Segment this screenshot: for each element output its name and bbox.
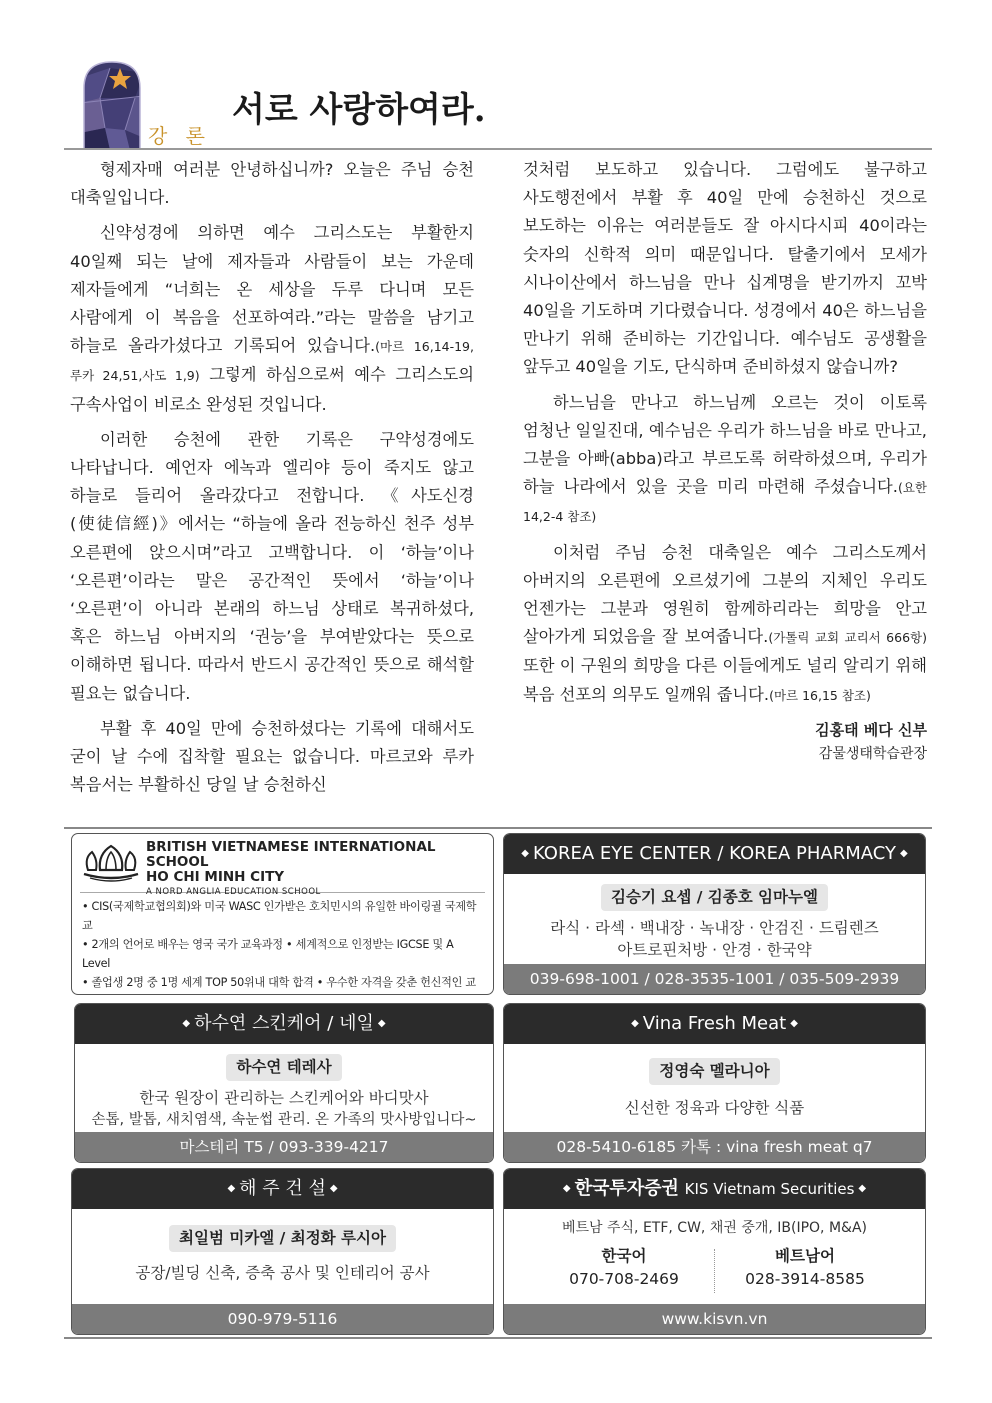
ad-description: 아트로핀처방 · 안경 · 한국약 <box>617 941 812 959</box>
school-name: BRITISH VIETNAMESE INTERNATIONAL SCHOOL HO CHI MINH CITY A NORD ANGLIA EDUCATION SCHOOL <box>146 839 436 897</box>
scripture-reference: (요한 14,2-4 참조) <box>523 480 927 525</box>
ad-footer-website: www.kisvn.vn <box>504 1304 925 1334</box>
page-title: 서로 사랑하여라. <box>232 90 486 130</box>
article-paragraph: 부활 후 40일 만에 승천하셨다는 기록에 대해서도 굳이 날 수에 집착할 필요는 없습니다. 마르코와 루카 복음서는 부활하신 당일 날 승천하신 <box>70 718 474 795</box>
catechism-reference: (가톨릭 교회 교리서 666항) <box>768 630 927 646</box>
ad-header: ◆ KOREA EYE CENTER / KOREA PHARMACY ◆ <box>504 834 925 874</box>
article-right-column <box>523 156 927 766</box>
ad-header: ◆ Vina Fresh Meat ◆ <box>504 1004 925 1044</box>
article-paragraph: 것처럼 보도하고 있습니다. 그럼에도 불구하고 사도행전에서 부활 후 40일 만에 승천하신 것으로 보도하는 이유는 여러분들도 잘 아시다시피 40이라는 숫자의 신학적 의미 때문입니다. 탈출기에서 모세가 시나이산에서 하느님을 만나 십계명을 받기까지 꼬박 40일을 기도하며 기다렸습니다. 성경에서 40은 하느님을 만나기 위해 준비하는 기간입니다. 예수님도 공생활을 앞두고 40일을 기도, 단식하며 준비하셨지 않습니까? <box>523 160 927 377</box>
author-signature <box>523 718 927 766</box>
ad-footer: 마스테리 T5 / 093-339-4217 <box>75 1132 493 1162</box>
article-paragraph: 이러한 승천에 관한 기록은 구약성경에도 나타납니다. 예언자 에녹과 엘리야 등이 죽지도 않고 하늘로 들리어 올라갔다고 전합니다. 《사도신경(使徒信經)》에서는 “하늘에 올라 전능하신 천주 성부 오른편에 앉으시며”라고 고백합니다. 이 ‘하늘’이나 ‘오른편’이라는 말은 공간적인 뜻에서 ‘하늘’이나 ‘오른편’이 아니라 본래의 하느님 상태로 복귀하셨다, 혹은 하느님 아버지의 ‘권능’을 부여받았다는 뜻으로 이해하면 됩니다. 따라서 반드시 공간적인 뜻으로 해석할 필요는 없습니다. <box>70 429 474 703</box>
ad-header: ◆ 한국투자증권 KIS Vietnam Securities ◆ <box>504 1169 925 1209</box>
ad-header: ◆ 하수연 스킨케어 / 네일 ◆ <box>75 1004 493 1044</box>
ad-description: 라식 · 라섹 · 백내장 · 녹내장 · 안검진 · 드림렌즈 <box>550 919 879 937</box>
ad-contact-names: 김승기 요셉 / 김종호 임마누엘 <box>601 884 828 911</box>
ad-hasu-skincare <box>74 1003 494 1163</box>
ads-divider-bottom <box>64 1337 932 1339</box>
ad-header: ◆ 해 주 건 설 ◆ <box>72 1169 493 1209</box>
kis-vietnamese-line: 베트남어 028-3914-8585 <box>745 1247 865 1288</box>
header-divider <box>64 148 932 150</box>
article-paragraph: 형제자매 여러분 안녕하십니까? 오늘은 주님 승천 대축일입니다. <box>70 160 474 208</box>
author-title: 감물생태학습관장 <box>818 745 927 762</box>
ad-contact-name: 정영숙 멜라니아 <box>649 1058 779 1085</box>
school-features: • CIS(국제학교협의회)와 미국 WASC 인가받은 호치민시의 유일한 바이링궐 국제학교 • 2개의 언어로 배우는 영국 국가 교육과정 • 세계적으로 인정받는 IGCSE 및 A Level • 졸업생 2명 중 1명 세계 TOP 50위내 대학 합격 • 우수한 자격을 갖춘 헌신적인 교 <box>82 900 477 989</box>
ad-haeju-construction <box>71 1168 494 1335</box>
article-left-column <box>70 156 474 806</box>
ads-divider-top <box>64 827 932 829</box>
ad-description: 베트남 주식, ETF, CW, 채권 중개, IB(IPO, M&A) <box>561 1220 867 1236</box>
article-paragraph: 신약성경에 의하면 예수 그리스도는 부활한지 40일째 되는 날에 제자들과 사람들이 보는 가운데 제자들에게 “너희는 온 세상을 두루 다니며 모든 사람에게 이 복음을 선포하여라.”라는 말씀을 남기고 하늘로 올라가셨다고 기록되어 있습니다.(마르 16,14-19,루카 24,51,사도 1,9) 그렇게 하심으로써 예수 그리스도의 구속사업이 비로소 완성된 것입니다. <box>70 223 474 414</box>
ad-footer: 090-979-5116 <box>72 1304 493 1334</box>
ad-description: 한국 원장이 관리하는 스킨케어와 바디맛사 <box>139 1089 429 1107</box>
kis-korean-line: 한국어 070-708-2469 <box>569 1247 679 1288</box>
ad-korea-eye-center <box>503 833 926 995</box>
section-label: 강 론 <box>148 124 211 148</box>
ad-vina-fresh-meat <box>503 1003 926 1163</box>
ad-description: 신선한 정육과 다양한 식품 <box>624 1099 805 1117</box>
scripture-reference: (마르 16,14-19,루카 24,51,사도 1,9) <box>70 339 474 384</box>
author-name: 김홍태 베다 신부 <box>815 720 927 739</box>
ad-kis-securities <box>503 1168 926 1335</box>
ad-description: 손톱, 발톱, 새치염색, 속눈썹 관리. 온 가족의 맛사방입니다~ <box>91 1112 477 1128</box>
ad-contact-names: 최일범 미카엘 / 최정화 루시아 <box>169 1225 396 1252</box>
ad-footer: 028-5410-6185 카톡 : vina fresh meat q7 <box>504 1132 925 1162</box>
ad-footer-phones: 039-698-1001 / 028-3535-1001 / 035-509-2939 <box>504 964 925 994</box>
article-paragraph: 이처럼 주님 승천 대축일은 예수 그리스도께서 아버지의 오른편에 오르셨기에 그분의 지체인 우리도 언젠가는 그분과 영원히 함께하리라는 희망을 안고 살아가게 되었음을 잘 보여줍니다.(가톨릭 교회 교리서 666항) 또한 이 구원의 희망을 다른 이들에게도 널리 알리기 위해 복음 선포의 의무도 일깨워 줍니다.(마르 16,15 참조) <box>523 542 927 704</box>
ad-bvis <box>71 833 494 995</box>
ad-contact-name: 하수연 테레사 <box>226 1054 341 1081</box>
scripture-reference: (마르 16,15 참조) <box>769 687 871 703</box>
school-crest-icon <box>80 840 142 884</box>
ad-description: 공장/빌딩 신축, 증축 공사 및 인테리어 공사 <box>135 1264 430 1282</box>
stained-glass-window-icon <box>80 58 144 150</box>
article-paragraph: 하느님을 만나고 하느님께 오르는 것이 이토록 엄청난 일일진대, 예수님은 우리가 하느님을 바로 만나고, 그분을 아빠(abba)라고 부르도록 허락하셨으며, 우리가 하늘 나라에서 있을 곳을 미리 마련해 주셨습니다.(요한 14,2-4 참조) <box>523 392 927 525</box>
